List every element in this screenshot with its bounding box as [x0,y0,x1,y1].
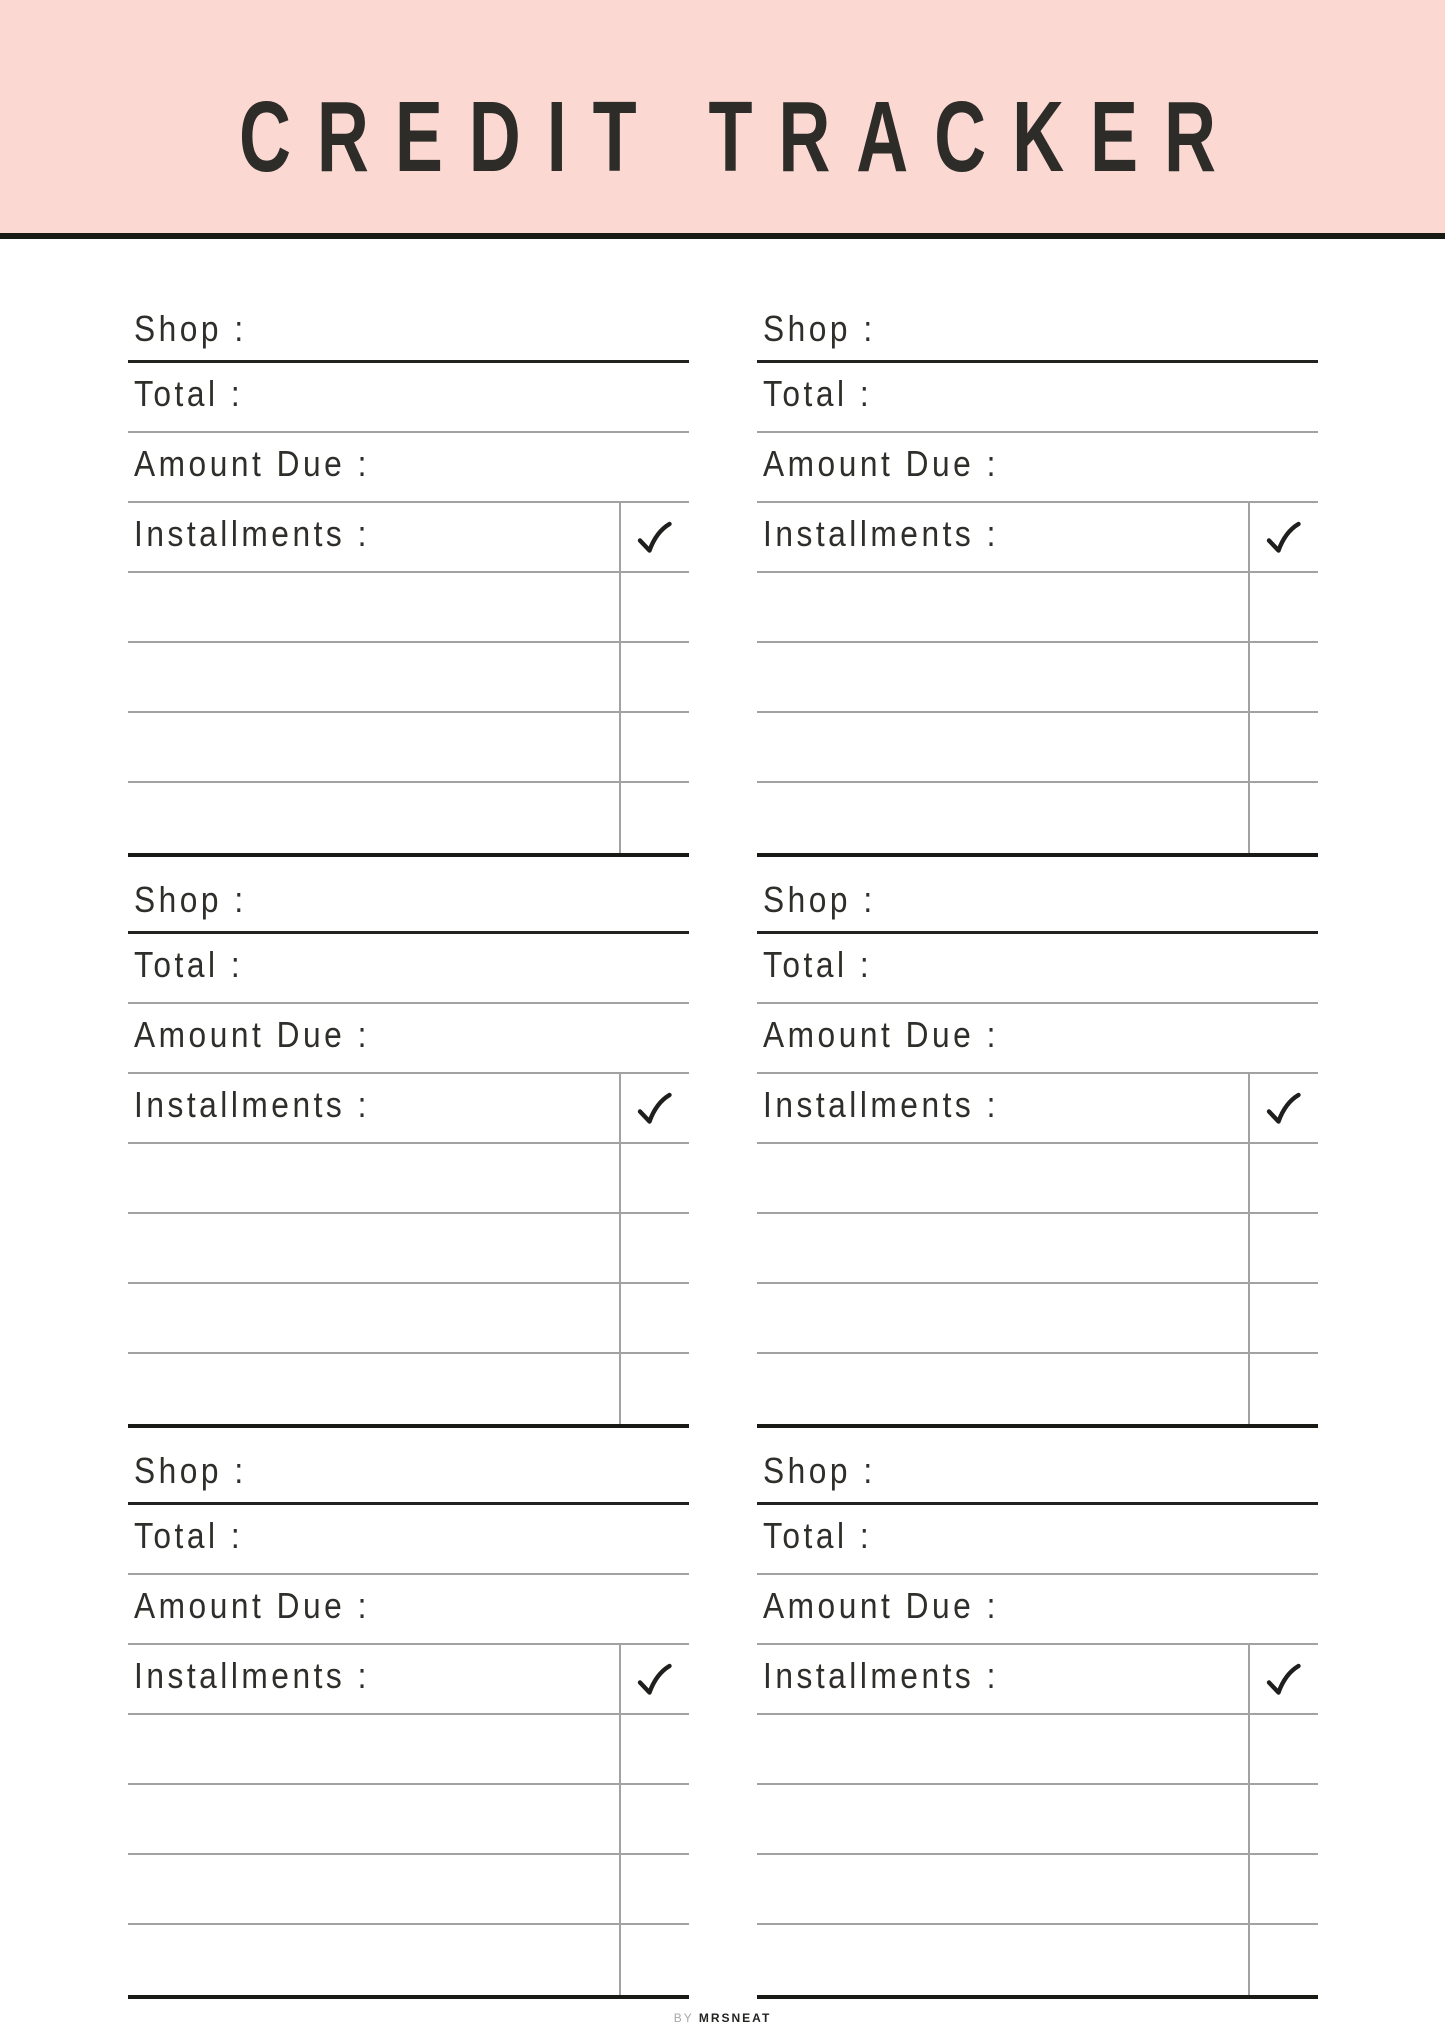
installment-entry-cell [757,1144,1248,1212]
tracker-grid [128,308,1318,1999]
total-field [128,1505,689,1575]
installment-entry-cell [757,1715,1248,1783]
amount-due-field [128,433,689,503]
installment-check-cell [1248,713,1318,781]
amount-due-label: Amount Due : [762,1585,999,1626]
installment-check-cell [619,1144,689,1212]
amount-due-field [757,1004,1318,1074]
installment-check-cell [619,783,689,853]
footer-by-label: BY [673,2011,694,2025]
installments-label-cell [757,1645,1248,1713]
installment-check-cell [1248,1144,1318,1212]
installment-check-cell [1248,1214,1318,1282]
shop-field [128,308,689,363]
installments-table [757,1074,1318,1428]
installment-check-cell [1248,1925,1318,1995]
installments-label: Installments : [762,1084,999,1125]
installment-row [757,1354,1318,1424]
installment-check-cell [1248,1284,1318,1352]
total-label: Total : [762,373,872,414]
installment-check-cell [1248,1715,1318,1783]
installment-entry-cell [128,713,619,781]
tracker-block [128,879,689,1428]
installment-entry-cell [128,1925,619,1995]
installment-entry-cell [128,643,619,711]
shop-label: Shop : [133,1450,247,1491]
installment-row [128,1144,689,1214]
installment-row [757,1284,1318,1354]
shop-field [757,308,1318,363]
installment-row [757,1715,1318,1785]
installment-row [757,1144,1318,1214]
check-column-header-cell [1248,1645,1318,1713]
installments-table [757,1645,1318,1999]
total-label: Total : [762,1515,872,1556]
installment-row [128,573,689,643]
installments-label: Installments : [133,513,370,554]
installments-label-cell [757,1074,1248,1142]
total-field [128,934,689,1004]
amount-due-label: Amount Due : [762,1014,999,1055]
installment-entry-cell [128,1284,619,1352]
installment-entry-cell [757,1284,1248,1352]
installments-label-cell [128,1074,619,1142]
installments-label-cell [128,1645,619,1713]
footer-brand-label: MRSNEAT [698,2011,772,2025]
installment-row [757,643,1318,713]
total-field [128,363,689,433]
installments-header-row [128,503,689,573]
checkmark-icon [1265,1091,1302,1125]
total-label: Total : [762,944,872,985]
check-column-header-cell [619,503,689,571]
installments-label: Installments : [133,1084,370,1125]
amount-due-field [128,1004,689,1074]
total-label: Total : [133,944,243,985]
installment-check-cell [619,1715,689,1783]
installment-entry-cell [757,1855,1248,1923]
check-column-header-cell [1248,1074,1318,1142]
tracker-block [757,308,1318,857]
tracker-block [757,879,1318,1428]
total-field [757,934,1318,1004]
installment-row [128,713,689,783]
checkmark-icon [1265,520,1302,554]
tracker-block [757,1450,1318,1999]
installment-entry-cell [128,1785,619,1853]
total-field [757,1505,1318,1575]
installments-table [128,1645,689,1999]
installment-entry-cell [757,1785,1248,1853]
header-band [0,0,1445,233]
installment-check-cell [1248,1785,1318,1853]
installment-row [128,1354,689,1424]
amount-due-label: Amount Due : [133,443,370,484]
checkmark-icon [1265,1662,1302,1696]
total-label: Total : [133,373,243,414]
installment-row [128,1214,689,1284]
shop-label: Shop : [133,879,247,920]
check-column-header-cell [619,1074,689,1142]
installments-label: Installments : [133,1655,370,1696]
check-column-header-cell [1248,503,1318,571]
installment-check-cell [619,573,689,641]
installment-entry-cell [757,573,1248,641]
installments-header-row [757,1645,1318,1715]
amount-due-field [128,1575,689,1645]
amount-due-field [757,1575,1318,1645]
installment-row [757,1855,1318,1925]
shop-field [128,1450,689,1505]
installment-entry-cell [757,1354,1248,1424]
installment-row [128,1785,689,1855]
installment-check-cell [619,643,689,711]
installment-entry-cell [128,573,619,641]
check-column-header-cell [619,1645,689,1713]
tracker-block [128,1450,689,1999]
installment-check-cell [619,1284,689,1352]
checkmark-icon [636,520,673,554]
installments-table [128,1074,689,1428]
installment-entry-cell [757,1925,1248,1995]
amount-due-label: Amount Due : [133,1014,370,1055]
page-title: CREDIT TRACKER [239,81,1242,193]
installment-row [128,1284,689,1354]
header-divider [0,233,1445,239]
shop-label: Shop : [133,308,247,349]
installment-entry-cell [128,1715,619,1783]
tracker-block [128,308,689,857]
installment-row [128,1925,689,1995]
footer [0,2011,1445,2025]
installment-row [128,643,689,713]
installments-header-row [128,1074,689,1144]
checkmark-icon [636,1091,673,1125]
total-label: Total : [133,1515,243,1556]
shop-label: Shop : [762,879,876,920]
shop-label: Shop : [762,308,876,349]
shop-field [128,879,689,934]
installment-check-cell [619,1354,689,1424]
installments-header-row [757,1074,1318,1144]
total-field [757,363,1318,433]
installment-entry-cell [128,1214,619,1282]
installment-row [128,783,689,853]
shop-field [757,1450,1318,1505]
installment-row [757,573,1318,643]
installment-row [128,1855,689,1925]
installments-table [128,503,689,857]
installment-row [757,783,1318,853]
installment-check-cell [619,1925,689,1995]
installment-check-cell [1248,1855,1318,1923]
installment-row [128,1715,689,1785]
installment-check-cell [619,713,689,781]
installment-row [757,1214,1318,1284]
installment-entry-cell [128,783,619,853]
installment-check-cell [619,1785,689,1853]
installment-check-cell [619,1214,689,1282]
installments-label-cell [757,503,1248,571]
installment-entry-cell [757,783,1248,853]
installments-header-row [128,1645,689,1715]
installment-row [757,1925,1318,1995]
installment-entry-cell [757,1214,1248,1282]
installment-entry-cell [757,643,1248,711]
installment-check-cell [619,1855,689,1923]
installments-table [757,503,1318,857]
installments-label: Installments : [762,513,999,554]
installment-entry-cell [128,1855,619,1923]
installments-label-cell [128,503,619,571]
installment-check-cell [1248,1354,1318,1424]
shop-field [757,879,1318,934]
checkmark-icon [636,1662,673,1696]
amount-due-label: Amount Due : [762,443,999,484]
installment-entry-cell [128,1354,619,1424]
amount-due-label: Amount Due : [133,1585,370,1626]
installment-check-cell [1248,573,1318,641]
installments-header-row [757,503,1318,573]
installment-row [757,713,1318,783]
installment-row [757,1785,1318,1855]
amount-due-field [757,433,1318,503]
installments-label: Installments : [762,1655,999,1696]
installment-check-cell [1248,643,1318,711]
installment-entry-cell [757,713,1248,781]
installment-entry-cell [128,1144,619,1212]
shop-label: Shop : [762,1450,876,1491]
installment-check-cell [1248,783,1318,853]
